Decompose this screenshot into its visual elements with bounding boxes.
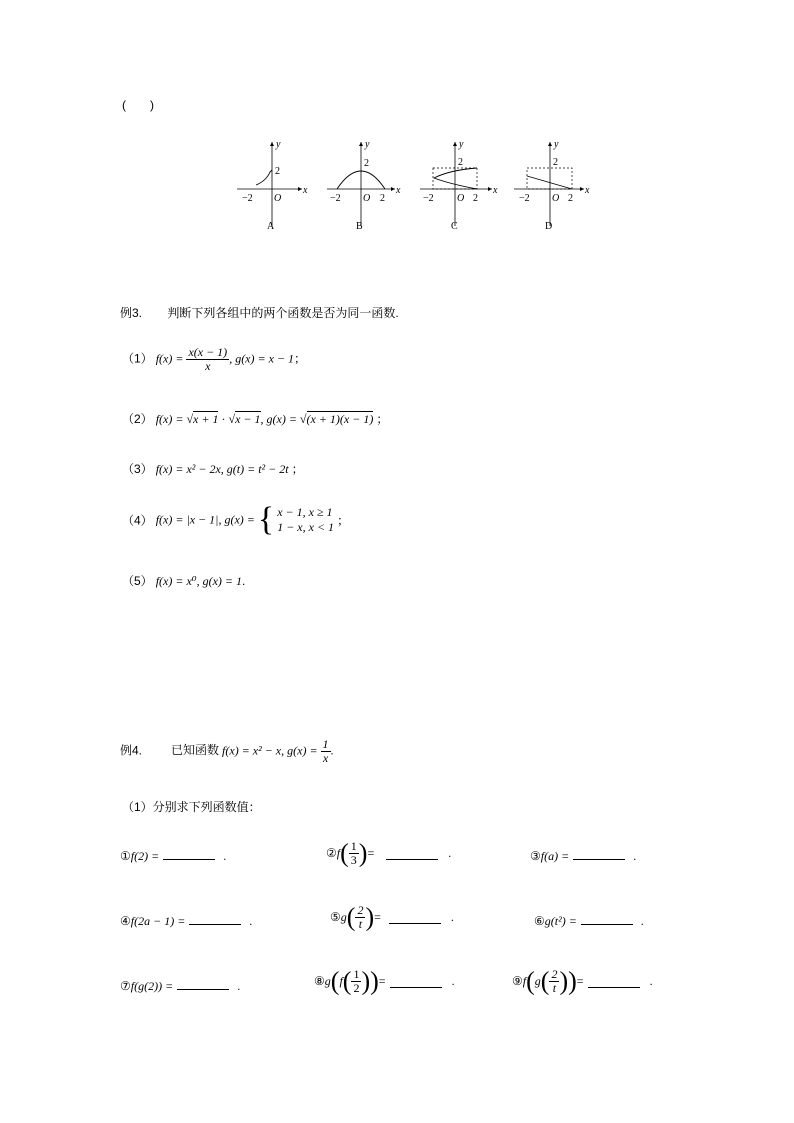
item2-radicand-3: (x + 1)(x − 1) [306, 412, 374, 426]
right-paren-icon: ) [559, 966, 569, 996]
example4-fraction [321, 738, 331, 765]
item4-cases [277, 505, 334, 535]
graph-d-two-x: 2 [568, 193, 573, 204]
q3-end: . [633, 849, 637, 863]
graph-options [232, 136, 592, 236]
q3 [530, 848, 636, 864]
q3-pre: f(a) = [540, 849, 570, 863]
left-paren-icon: ( [540, 966, 550, 996]
q5-pre: g [340, 910, 347, 924]
q5-circ: ⑤ [330, 910, 341, 924]
q7 [120, 978, 240, 994]
answer-paren: ( ) [122, 98, 154, 112]
graph-c-label: C [451, 221, 458, 232]
right-paren-icon: ) [370, 966, 379, 996]
q7-circ: ⑦ [120, 979, 131, 993]
right-paren-icon: ) [365, 902, 375, 932]
q1 [120, 848, 226, 864]
graph-c-x: x [493, 185, 498, 196]
right-paren-icon: ) [361, 966, 371, 996]
q8-numerator: 1 [353, 967, 360, 981]
q8 [314, 968, 455, 995]
q7-end: . [237, 979, 241, 993]
item4-end: ； [337, 513, 350, 528]
graph-d-label: D [545, 221, 553, 232]
right-paren-icon: ) [568, 966, 577, 996]
q9-blank[interactable] [588, 976, 640, 988]
q6-blank[interactable] [581, 913, 633, 925]
graph-a-label: A [267, 221, 275, 232]
q2-blank[interactable] [386, 848, 438, 860]
q9-pre: f [522, 974, 527, 988]
example4-denominator: x [322, 751, 329, 765]
q1-circ: ① [120, 849, 131, 863]
graph-a-neg-two: −2 [242, 193, 253, 204]
right-paren-icon: ) [358, 838, 368, 868]
q9-fraction [549, 968, 559, 995]
item4-case-2: 1 − x, x < 1 [277, 520, 335, 534]
item1-f: f(x) = [155, 351, 184, 366]
q4-blank[interactable] [189, 913, 241, 925]
left-paren-icon: ( [340, 838, 349, 868]
graph-b-x: x [396, 185, 401, 196]
q1-end: . [223, 849, 227, 863]
graph-d-origin: O [552, 193, 560, 204]
example3-text: 判断下列各组中的两个函数是否为同一函数. [167, 306, 399, 320]
q4-end: . [249, 914, 253, 928]
q6-end: . [640, 914, 644, 928]
example4-sub1: （1）分别求下列函数值： [122, 800, 261, 814]
example3-item-1 [122, 346, 306, 373]
item1-num: （1） [122, 351, 153, 366]
example4-numerator: 1 [322, 737, 329, 751]
left-paren-icon: ( [346, 902, 356, 932]
q2-circ: ② [326, 846, 337, 860]
example3-item-5 [122, 572, 245, 589]
q7-pre: f(g(2)) = [130, 979, 174, 993]
left-paren-icon: ( [342, 966, 352, 996]
graphs-svg [232, 136, 592, 236]
item2-radicand-2: x − 1 [235, 412, 261, 426]
q9-circ: ⑨ [512, 974, 523, 988]
q6-pre: g(t²) = [544, 914, 577, 928]
q5-denominator: t [358, 917, 363, 931]
left-paren-icon: ( [526, 966, 535, 996]
q8-circ: ⑧ [314, 974, 325, 988]
q5-post: = [374, 910, 381, 924]
graph-b-two: 2 [364, 158, 369, 169]
sqrt-icon: √ [299, 412, 307, 426]
graph-d [514, 139, 590, 232]
sqrt-icon: √ [186, 412, 194, 426]
graph-b [327, 139, 401, 232]
graph-b-two-x: 2 [380, 193, 385, 204]
graph-d-y: y [554, 139, 559, 150]
q4-circ: ④ [120, 914, 131, 928]
q8-post: = [378, 974, 386, 988]
q5-end: . [450, 910, 454, 924]
q4-pre: f(2a − 1) = [130, 914, 186, 928]
q2-denominator: 3 [350, 853, 357, 867]
graph-c-two: 2 [458, 157, 463, 168]
graph-c-two-x: 2 [473, 193, 478, 204]
example4-expr: f(x) = x² − x, g(x) = [222, 743, 318, 758]
item2-dot: · [221, 412, 226, 426]
q1-blank[interactable] [163, 848, 215, 860]
brace-icon: { [257, 501, 275, 538]
example3-item-2 [122, 410, 388, 427]
graph-a-x: x [303, 185, 308, 196]
sqrt-icon: √ [228, 412, 236, 426]
item1-denominator: x [205, 359, 211, 373]
q2-end: . [448, 846, 452, 860]
q5-blank[interactable] [389, 912, 441, 924]
item3-num: （3） [122, 462, 153, 476]
graph-d-x: x [585, 185, 590, 196]
q1-pre: f(2) = [130, 849, 160, 863]
q2 [326, 840, 451, 867]
graph-c-origin: O [457, 193, 465, 204]
q8-end: . [451, 974, 455, 988]
q2-fraction [349, 840, 359, 867]
item4-num: （4） [122, 513, 153, 528]
item3-end: ； [291, 462, 304, 476]
graph-a [237, 139, 308, 232]
item1-rest: , g(x) = x − 1 [229, 351, 295, 366]
q9-end: . [649, 974, 653, 988]
item1-fraction [186, 346, 229, 373]
item3-expr: f(x) = x² − 2x, g(t) = t² − 2t [155, 462, 289, 476]
q5 [330, 904, 454, 931]
example3-label: 例3. [120, 306, 143, 320]
q2-pre: f [336, 846, 341, 860]
graph-d-neg-two: −2 [519, 193, 530, 204]
graph-b-y: y [365, 139, 370, 150]
q2-numerator: 1 [350, 839, 357, 853]
graph-c-y: y [459, 139, 464, 150]
example3-heading [120, 304, 399, 321]
item4-case-1: x − 1, x ≥ 1 [277, 505, 333, 519]
q8-fraction [351, 968, 361, 995]
q9-inner: g [534, 974, 541, 988]
graph-b-origin: O [363, 193, 371, 204]
q9-numerator: 2 [551, 967, 558, 981]
q8-pre: g [324, 974, 331, 988]
example3-item-4 [122, 501, 350, 538]
q3-blank[interactable] [573, 848, 625, 860]
q2-post: = [367, 846, 375, 860]
graph-c [420, 139, 498, 232]
q3-circ: ③ [530, 849, 541, 863]
example4-end: . [330, 743, 334, 758]
item5-num: （5） [122, 574, 153, 588]
q9-post: = [576, 974, 584, 988]
q9-denominator: t [552, 981, 557, 995]
q9 [512, 968, 653, 995]
q7-blank[interactable] [177, 978, 229, 990]
graph-a-y: y [276, 139, 281, 150]
graph-b-neg-two: −2 [330, 193, 341, 204]
q4 [120, 913, 252, 929]
graph-b-label: B [356, 221, 363, 232]
q8-denominator: 2 [353, 981, 360, 995]
item2-mid: , g(x) = [260, 412, 297, 426]
q8-blank[interactable] [390, 976, 442, 988]
example3-item-3 [122, 460, 304, 477]
example4-text: 已知函数 [171, 743, 220, 758]
item2-end: ； [376, 412, 389, 426]
q6 [534, 913, 644, 929]
graph-d-two: 2 [553, 157, 558, 168]
item5-expr: f(x) = x⁰, g(x) = 1 [155, 574, 242, 588]
graph-a-two: 2 [275, 166, 280, 177]
item2-radicand-1: x + 1 [193, 412, 219, 426]
graph-c-neg-two: −2 [423, 193, 434, 204]
item5-end: . [242, 574, 246, 588]
q5-numerator: 2 [357, 903, 364, 917]
example4-heading [120, 738, 334, 765]
item2-f: f(x) = [155, 412, 184, 426]
item4-f: f(x) = |x − 1|, g(x) = [155, 512, 255, 527]
q5-fraction [355, 904, 365, 931]
left-paren-icon: ( [330, 966, 340, 996]
item1-numerator: x(x − 1) [188, 345, 228, 359]
q8-inner: f [339, 974, 343, 988]
item2-num: （2） [122, 412, 153, 426]
graph-a-origin: O [274, 193, 282, 204]
example4-label: 例4. [120, 743, 143, 758]
item1-end: ； [294, 351, 307, 366]
q6-circ: ⑥ [534, 914, 545, 928]
